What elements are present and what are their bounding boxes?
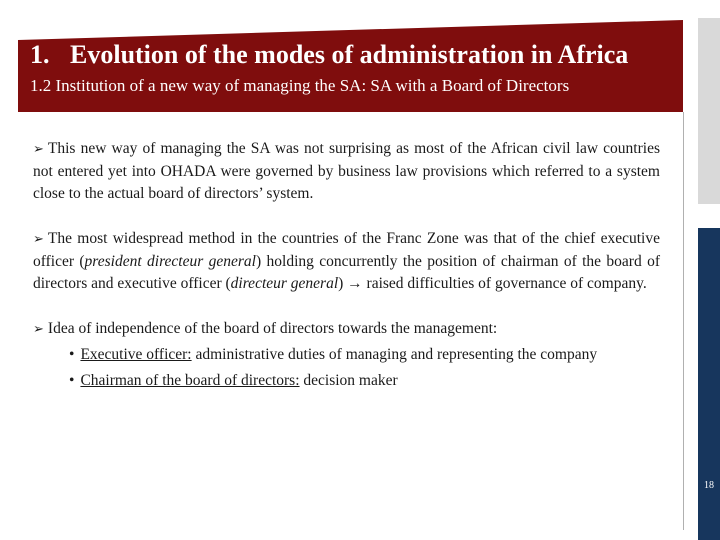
side-accent-grey xyxy=(698,18,720,204)
sub-bullet-2 xyxy=(69,370,660,392)
bullet-2 xyxy=(33,228,660,295)
slide-subtitle: 1.2 Institution of a new way of managing the SA: SA with a Board of Directors xyxy=(30,76,570,95)
bullet-2-text-a: The most widespread method in the countries of the Franc Zone was that of the chief executive officer ( xyxy=(33,230,660,270)
divider-line xyxy=(683,112,684,530)
bullet-1 xyxy=(33,138,660,205)
sub-bullet-1 xyxy=(69,344,660,366)
side-accent-blue xyxy=(698,228,720,540)
slide-content xyxy=(33,138,660,396)
sub-bullet-1-text: administrative duties of managing and representing the company xyxy=(191,346,598,363)
bullet-1-text: This new way of managing the SA was not surprising as most of the African civil law countries not entered yet into OHADA were governed by business law provisions which referred to a system close to the actual board of directors’ system. xyxy=(33,140,660,202)
bullet-2-italic-a: president directeur general xyxy=(84,253,256,270)
title-number: 1. xyxy=(30,40,50,69)
arrow-bullet-icon: ➢ xyxy=(33,322,44,337)
bullet-3-text: Idea of independence of the board of directors towards the management: xyxy=(47,320,498,337)
sub-bullet-2-text: decision maker xyxy=(299,372,398,389)
bullet-2-text-b: ) holding concurrently the position of chairman of the board of directors and executive officer ( xyxy=(33,253,660,292)
dot-bullet-icon: • xyxy=(69,372,75,389)
arrow-bullet-icon: ➢ xyxy=(33,232,44,247)
dot-bullet-icon: • xyxy=(69,346,75,363)
sub-bullet-1-label: Executive officer: xyxy=(80,346,192,363)
sub-bullet-2-label: Chairman of the board of directors: xyxy=(80,372,300,389)
bullet-2-italic-b: directeur general xyxy=(230,275,339,292)
slide-title xyxy=(30,40,628,70)
arrow-bullet-icon: ➢ xyxy=(33,142,44,157)
bullet-2-text-c: ) → raised difficulties of governance of company. xyxy=(338,275,647,292)
title-text: Evolution of the modes of administration in Africa xyxy=(70,40,629,69)
page-number: 18 xyxy=(704,480,714,491)
bullet-3 xyxy=(33,318,660,392)
sub-bullet-list xyxy=(33,344,660,392)
